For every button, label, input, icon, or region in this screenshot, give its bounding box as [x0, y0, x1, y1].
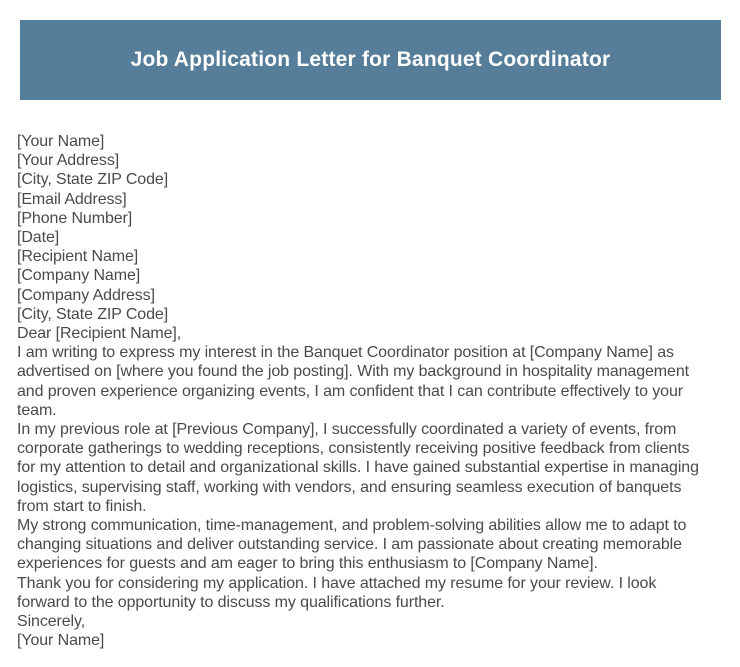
recipient-line: [Company Address] [17, 286, 155, 304]
paragraph-line: forward to the opportunity to discuss my qualifications further. [17, 593, 445, 611]
paragraph-line: I am writing to express my interest in the Banquet Coordinator position at [Company Name] as [17, 344, 674, 362]
signature: [Your Name] [17, 632, 105, 650]
paragraph-4 [17, 574, 740, 612]
sender-line: [Your Address] [17, 152, 120, 170]
recipient-line: [City, State ZIP Code] [17, 305, 169, 323]
paragraph-line: and proven experience organizing events, I am confident that I can contribute effectively to your [17, 382, 683, 400]
paragraph-2 [17, 420, 740, 516]
title-bar [20, 20, 721, 100]
paragraph-line: corporate gatherings to wedding receptions, consistently receiving positive feedback from clients [17, 440, 690, 458]
page-title: Job Application Letter for Banquet Coordinator [130, 48, 611, 71]
letter-body [17, 132, 740, 650]
paragraph-line: logistics, supervising staff, working with vendors, and ensuring seamless execution of banquets [17, 478, 682, 496]
sender-line: [Phone Number] [17, 209, 133, 227]
paragraph-line: My strong communication, time-management, and problem-solving abilities allow me to adapt to [17, 517, 687, 535]
recipient-line: [Recipient Name] [17, 248, 139, 266]
paragraph-line: for my attention to detail and organizational skills. I have gained substantial expertise in managing [17, 459, 699, 477]
sender-line: [City, State ZIP Code] [17, 171, 169, 189]
paragraph-3 [17, 516, 740, 574]
sender-line: [Your Name] [17, 133, 105, 150]
paragraph-line: experiences for guests and am eager to bring this enthusiasm to [Company Name]. [17, 555, 598, 573]
sender-block [17, 132, 740, 247]
sender-line: [Date] [17, 229, 60, 247]
paragraph-line: team. [17, 401, 57, 419]
paragraph-line: changing situations and deliver outstanding service. I am passionate about creating memorable [17, 536, 682, 554]
sender-line: [Email Address] [17, 190, 127, 208]
paragraph-line: In my previous role at [Previous Company], I successfully coordinated a variety of events, from [17, 421, 677, 439]
salutation: Dear [Recipient Name], [17, 325, 182, 343]
paragraph-line: from start to finish. [17, 497, 147, 515]
recipient-block [17, 247, 740, 324]
closing: Sincerely, [17, 613, 86, 631]
paragraph-1 [17, 343, 740, 420]
paragraph-line: Thank you for considering my application. I have attached my resume for your review. I look [17, 574, 657, 592]
paragraph-line: advertised on [where you found the job posting]. With my background in hospitality management [17, 363, 689, 381]
recipient-line: [Company Name] [17, 267, 141, 285]
